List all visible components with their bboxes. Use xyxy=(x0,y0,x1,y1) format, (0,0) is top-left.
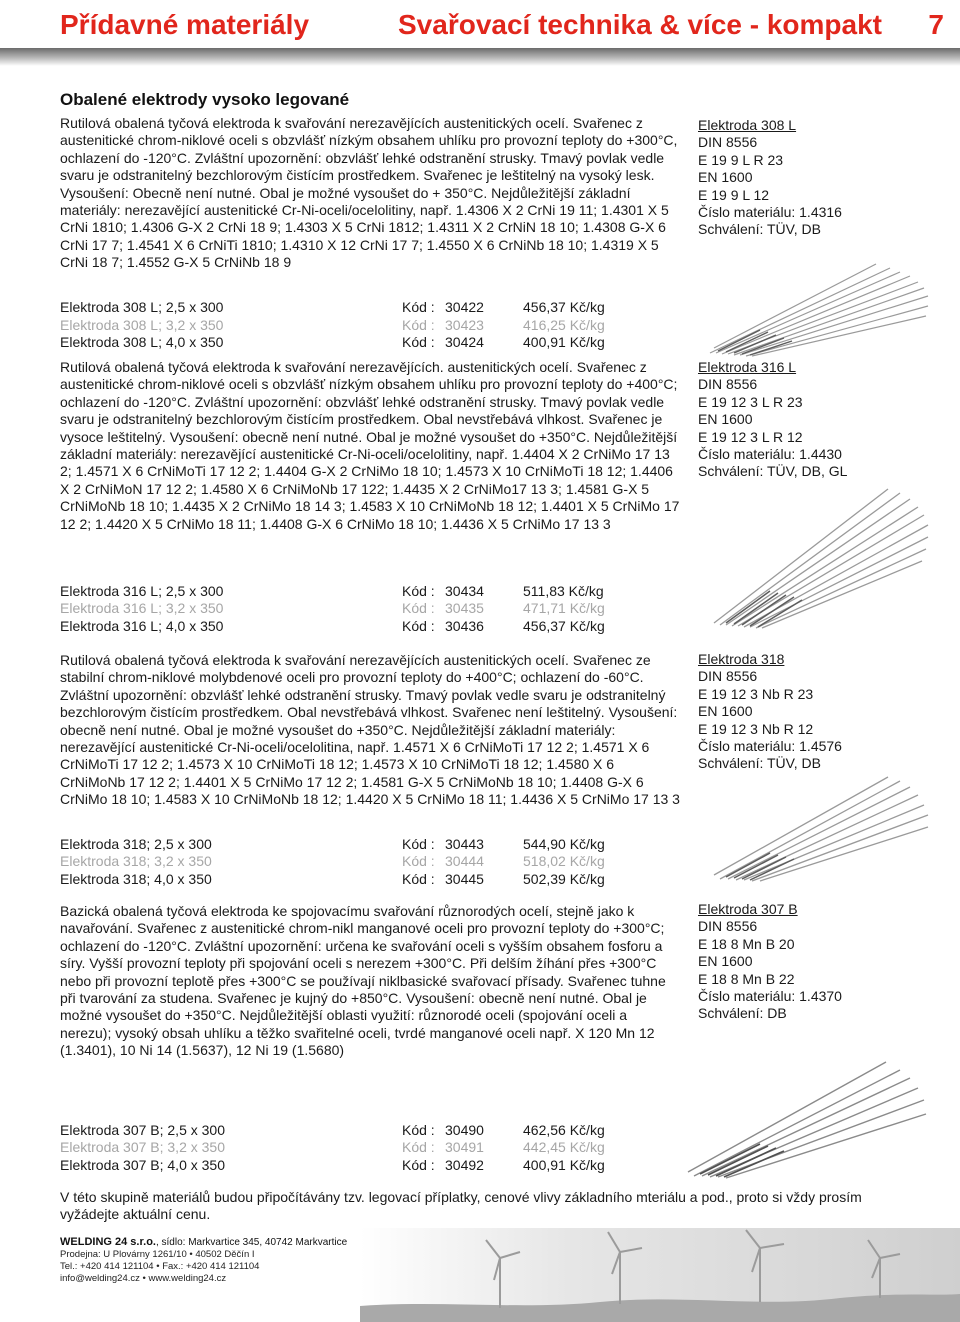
spec-318 xyxy=(698,651,842,773)
description-308l: Rutilová obalená tyčová elektroda k svařování nerezavějících austenitických ocelí. Svařenec z austenitické chrom-niklové oceli s obzvlášť nízkým obsahem uhlíku pro provozní teploty do +300°C, ochlazení do -120°C. Zvláštní upozornění: obzvlášť lehké odstranění strusky. Tmavý povlak vedle svaru je odstranitelný bezchlorovým čistícím prostředkem. Svařenec je leštitelný na vysoký lesk. Vysoušení: Obecně není nutné. Obal je možné vysoušet do + 350°C. Nejdůležitější základní materiály: nerezavějící austenitické Cr-Ni-oceli/ocelolitiny, např. 1.4306 X 2 CrNi 19 11; 1.4301 X 5 CrNi 1810; 1.4306 G-X 2 CrNi 18 9; 1.4303 X 5 CrNi 1812; 1.4311 X 2 CrNiN 18 10; 1.4308 G-X 6 CrNi 17 7; 1.4541 X 6 CrNiTi 1810; 1.4310 X 12 CrNi 17 7; 1.4550 X 6 CrNiNb 18 10; 1.4319 X 5 CrNi 18 7; 1.4552 G-X 5 CrNiNb 18 9 xyxy=(60,115,678,271)
product-row: Elektroda 307 B; 4,0 x 350 Kód : 30492 400,91 Kč/kg xyxy=(60,1157,605,1173)
price-note: V této skupině materiálů budou připočítávány tzv. legovací příplatky, cenové vlivy základního mteriálu a pod., proto si vždy prosím vyžádejte aktuální cenu. xyxy=(60,1189,862,1223)
product-row: Elektroda 316 L; 2,5 x 300 Kód : 30434 511,83 Kč/kg xyxy=(60,583,604,599)
spec-line: E 19 12 3 Nb R 23 xyxy=(698,685,814,702)
spec-line: Číslo materiálu: 1.4430 xyxy=(698,446,842,463)
header-shadow-band xyxy=(0,48,960,66)
product-row: Elektroda 318; 4,0 x 350 Kód : 30445 502,39 Kč/kg xyxy=(60,871,605,887)
spec-line: DIN 8556 xyxy=(698,134,758,151)
spec-line: Schválení: TÜV, DB xyxy=(698,221,821,238)
spec-line: E 19 12 3 L R 12 xyxy=(698,428,803,445)
spec-316l xyxy=(698,359,847,481)
spec-line: Číslo materiálu: 1.4370 xyxy=(698,988,842,1005)
spec-line: E 19 9 L R 23 xyxy=(698,151,784,168)
electrode-bundle-image xyxy=(680,1050,930,1180)
spec-line: Číslo materiálu: 1.4316 xyxy=(698,204,842,221)
spec-308l xyxy=(698,117,842,239)
spec-line: EN 1600 xyxy=(698,703,753,720)
header-left-title: Přídavné materiály xyxy=(60,9,310,40)
electrode-bundle-image xyxy=(700,773,930,883)
product-row: Elektroda 318; 3,2 x 350 Kód : 30444 518,02 Kč/kg xyxy=(60,853,605,869)
description-307b: Bazická obalená tyčová elektroda ke spojovacímu svařování různorodých ocelí, stejně jako k navařování. Svařenec z austenitické chrom-nikl manganové oceli pro provozní teploty do +300°C; ochlazení do -120°C. Zvláštní upozornění: určena ke svařování oceli s vyšším obsahem fosforu a síry. Vyšší provozní teploty při spojování oceli s nerezem +300°C. Při delším žíhání přes +300°C nebo při provozní teplotě přes +300°C se používají niklbasické svařovací přísady. Svařenec tuhne při tvarování za studena. Svařenec je kujný do +850°C. Vysoušení: obecně není nutné. Obal je možné vysoušet do +350°C. Nejdůležitější oblasti využití: různorodé oceli (spojování oceli a nerezu); vysoký obsah uhlíku a těžko svařitelné oceli, tvrdé manganové oceli např. X 120 Mn 12 (1.3401), 10 Ni 14 (1.5637), 12 Ni 19 (1.5680) xyxy=(60,903,666,1059)
spec-line: E 19 9 L 12 xyxy=(698,186,770,203)
company-name: WELDING 24 s.r.o., sídlo: Markvartice 345, 40742 Markvartice xyxy=(60,1236,348,1248)
spec-line: EN 1600 xyxy=(698,411,753,428)
spec-307b xyxy=(698,901,842,1023)
product-row: Elektroda 316 L; 3,2 x 350 Kód : 30435 471,71 Kč/kg xyxy=(60,600,605,616)
spec-line: E 18 8 Mn B 22 xyxy=(698,970,795,987)
spec-line: Schválení: DB xyxy=(698,1005,787,1022)
header-right-title: Svařovací technika & více - kompakt xyxy=(398,9,882,40)
page-footer xyxy=(0,1228,960,1322)
product-row: Elektroda 307 B; 2,5 x 300 Kód : 30490 462,56 Kč/kg xyxy=(60,1122,605,1138)
spec-line: E 19 12 3 L R 23 xyxy=(698,393,803,410)
product-row: Elektroda 307 B; 3,2 x 350 Kód : 30491 442,45 Kč/kg xyxy=(60,1139,605,1155)
section-title: Obalené elektrody vysoko legované xyxy=(60,90,350,109)
spec-name[interactable]: Elektroda 307 B xyxy=(698,901,798,917)
spec-name[interactable]: Elektroda 316 L xyxy=(698,359,797,375)
product-row: Elektroda 316 L; 4,0 x 350 Kód : 30436 456,37 Kč/kg xyxy=(60,618,605,634)
spec-name[interactable]: Elektroda 318 xyxy=(698,651,785,667)
spec-line: DIN 8556 xyxy=(698,376,758,393)
spec-name[interactable]: Elektroda 308 L xyxy=(698,117,797,133)
spec-line: E 18 8 Mn B 20 xyxy=(698,935,795,952)
spec-line: Číslo materiálu: 1.4576 xyxy=(698,738,842,755)
electrode-bundle-image xyxy=(700,258,930,358)
spec-line: E 19 12 3 Nb R 12 xyxy=(698,720,814,737)
email-web[interactable]: info@welding24.cz • www.welding24.cz xyxy=(60,1273,227,1284)
product-row: Elektroda 308 L; 2,5 x 300 Kód : 30422 456,37 Kč/kg xyxy=(60,299,605,315)
product-row: Elektroda 308 L; 4,0 x 350 Kód : 30424 400,91 Kč/kg xyxy=(60,334,605,350)
wind-turbine-silhouette-image xyxy=(360,1228,960,1322)
description-318: Rutilová obalená tyčová elektroda k svařování nerezavějících austenitických ocelí. Svařenec ze stabilní chrom-niklové molybdenové oceli pro provozní teploty do +400°C; ochlazení do -60°C. Zvláštní upozornění: obzvlášť lehké odstranění strusky. Tmavý povlak vedle svaru je odstranitelný bezchlorovým čistícím prostředkem. Obal nevstřebává vlhkost. Svařenec není leštitelný. Vysoušení: obecně není nutné. Obal je možné vysoušet do +350°C. Nejdůležitější základní materiály: nerezavějící austenitické Cr-Ni-oceli/ocelolitina, např. 1.4571 X 6 CrNiMoTi 17 12 2; 1.4571 X 6 CrNiMoTi 17 12 2; 1.4573 X 10 CrNiMoTi 18 12; 1.4573 X 10 CrNiMoTi 18 12; 1.4580 X 6 CrNiMoNb 17 12 2; 1.4401 X 5 CrNiMo 17 12 2; 1.4581 G-X 5 CrNiMoNb 18 10; 1.4408 G-X 6 CrNiMo 18 10; 1.4583 X 10 CrNiMoNb 18 12; 1.4420 X 5 CrNiMo 18 11; 1.4436 X 5 CrNiMo 17 13 3 xyxy=(60,652,680,808)
spec-line: DIN 8556 xyxy=(698,918,758,935)
spec-line: EN 1600 xyxy=(698,953,753,970)
spec-line: EN 1600 xyxy=(698,169,753,186)
electrode-bundle-image xyxy=(700,485,930,630)
product-row: Elektroda 308 L; 3,2 x 350 Kód : 30423 416,25 Kč/kg xyxy=(60,317,605,333)
branch-address: Prodejna: U Plovárny 1261/10 • 40502 Děčín I xyxy=(60,1249,255,1260)
spec-line: Schválení: TÜV, DB xyxy=(698,755,821,772)
phone-fax: Tel.: +420 414 121104 • Fax.: +420 414 121104 xyxy=(60,1261,260,1272)
product-row: Elektroda 318; 2,5 x 300 Kód : 30443 544,90 Kč/kg xyxy=(60,836,605,852)
spec-line: Schválení: TÜV, DB, GL xyxy=(698,463,848,480)
spec-line: DIN 8556 xyxy=(698,668,758,685)
page-header xyxy=(0,0,960,52)
description-316l: Rutilová obalená tyčová elektroda k svařování nerezavějících. austenitických ocelí. Svařenec z austenitické chrom-niklové oceli s obzvlášť nízkým obsahem uhlíku pro provozní teploty do +400°C; ochlazení do -120°C. Zvláštní upozornění: obzvlášť lehké odstranění strusky. Tmavý povlak vedle svaru je odstranitelný bezchlorovým čistícím prostředkem. Obal nevstřebává vlhkost. Svařenec je vysoce leštitelný. Vysoušení: obecně není nutné. Obal je možné vysoušet do +350°C. Nejdůležitější základní materiály: nerezavějící austenitické Cr-Ni-oceli/ocelolitiny, např. 1.4404 X 2 CrNiMo 17 13 2; 1.4571 X 6 CrNiMoTi 17 12 2; 1.4404 G-X 2 CrNiMo 18 10; 1.4573 X 10 CrNiMoTi 18 12; 1.4406 X 2 CrNiMoN 17 12 2; 1.4580 X 6 CrNiMoNb 17 122; 1.4435 X 2 CrNiMo17 13 3; 1.4581 G-X 5 CrNiMoNb 18 10; 1.4435 X 2 CrNiMo 18 14 3; 1.4583 X 10 CrNiMoNb 18 12; 1.4401 X 5 CrNiMo 17 12 2; 1.4420 X 5 CrNiMo 18 11; 1.4408 G-X 6 CrNiMo 18 10; 1.4436 X 5 CrNiMo 17 13 3 xyxy=(60,359,680,532)
page-number: 7 xyxy=(928,9,944,40)
